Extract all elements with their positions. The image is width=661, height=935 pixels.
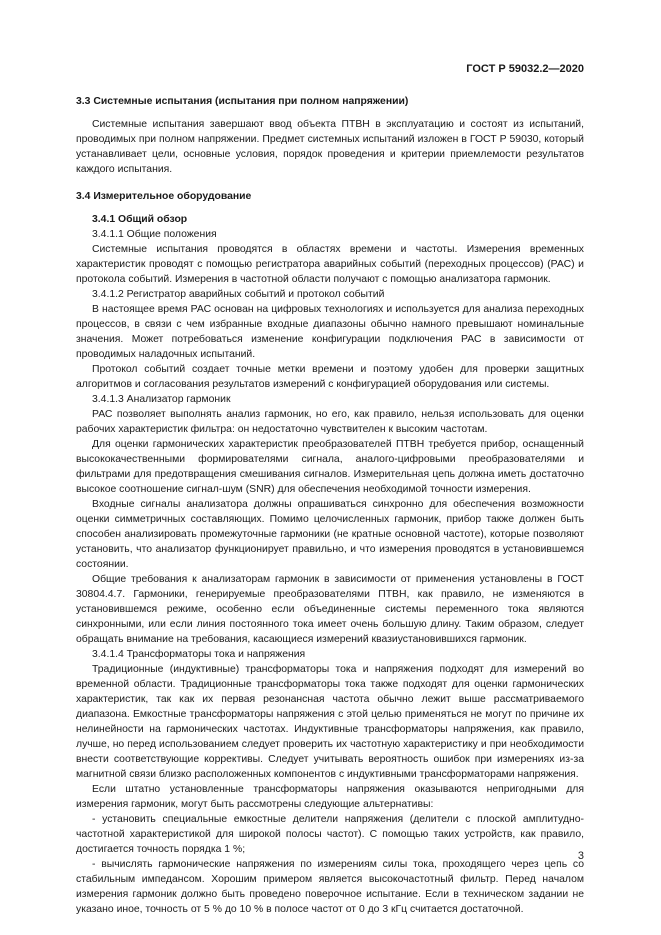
paragraph: Традиционные (индуктивные) трансформаторы тока и напряжения подходят для измерений во временной области. Традиционные трансформаторы тока также подходят для оценки гармонических характеристик, так как их первая резонансная частота обычно лежит выше рассматриваемого диапазона. Емкостные трансформаторы напряжения с этой целью применяться не могут по причине их нелинейности на гармонических частотах. Индуктивные трансформаторы напряжения, как правило, лучше, но перед использованием следует проверить их частотную характеристику и при необходимости внести соответствующие коррективы. Следует учитывать вероятность ошибок при измерениях из-за магнитной связи близко расположенных компонентов с индуктивными трансформаторами напряжения. [76,664,584,780]
paragraph: Если штатно установленные трансформаторы напряжения оказываются непригодными для измерения гармоник, могут быть рассмотрены следующие альтернативы: [76,784,584,810]
paragraph: Системные испытания завершают ввод объекта ПТВН в эксплуатацию и состоят из испытаний, проводимых при полном напряжении. Предмет системных испытаний изложен в ГОСТ Р 59030, который устанавливает цели, основные условия, порядок проведения и критерии приемлемости результатов каждого испытания. [76,119,584,175]
paragraph: Для оценки гармонических характеристик преобразователей ПТВН требуется прибор, оснащенный высококачественными формирователями сигнала, аналого-цифровыми преобразователями и фильтрами для предотвращения смешивания сигналов. Измерительная цепь должна иметь достаточно высокое соотношение сигнал-шум (SNR) для обеспечения необходимой точности измерения. [76,439,584,495]
paragraph: В настоящее время РАС основан на цифровых технологиях и используется для анализа переходных процессов, в связи с чем избранные входные диапазоны обычно намного превышают номинальные значения. Может потребоваться изменение конфигурации подключения РАС в зависимости от проводимых наладочных испытаний. [76,304,584,360]
paragraph: Общие требования к анализаторам гармоник в зависимости от применения установлены в ГОСТ 30804.4.7. Гармоники, генерируемые преобразователями ПТВН, как правило, не изменяются в установившемся режиме, особенно если объединенные системы переменного тока являются синхронными, или если линия постоянного тока имеет очень большую длину. Таким образом, следует обращать внимание на требования, касающиеся измерений квазиустановившихся гармоник. [76,574,584,645]
section-3-3-heading: 3.3 Системные испытания (испытания при полном напряжении) [76,96,409,107]
section-3-4-heading: 3.4 Измерительное оборудование [76,191,252,202]
page-number: 3 [577,850,584,862]
list-item: - вычислять гармонические напряжения по измерениям силы тока, проходящего через цепь со стабильным импедансом. Хорошим примером является высокочастотный фильтр. Перед началом измерения гармоник должно быть проведено поверочное испытание. Если в техническом задании не указано иное, точность от 5 % до 10 % в полосе частот от 0 до 3 кГц считается достаточной. [76,859,584,915]
subsection-3-4-1-1-heading: 3.4.1.1 Общие положения [92,229,217,240]
document-body [76,94,584,917]
paragraph: Входные сигналы анализатора должны опрашиваться синхронно для обеспечения возможности оценки симметричных составляющих. Помимо целочисленных гармоник, прибор также должен быть способен анализировать промежуточные гармоники (не кратные основной частоте), которые позволяют установить, что анализатор функционирует правильно, и что измерения проводятся в установившемся состоянии. [76,499,584,570]
section-3-4-1-heading: 3.4.1 Общий обзор [92,214,188,225]
subsection-3-4-1-4-heading: 3.4.1.4 Трансформаторы тока и напряжения [92,649,306,660]
subsection-3-4-1-3-heading: 3.4.1.3 Анализатор гармоник [92,394,231,405]
paragraph: Протокол событий создает точные метки времени и поэтому удобен для проверки защитных алгоритмов и согласования результатов измерений с конфигурацией оборудования или системы. [76,364,584,390]
paragraph: Системные испытания проводятся в областях времени и частоты. Измерения временных характеристик проводят с помощью регистратора аварийных событий (переходных процессов) (РАС) и протокола событий. Измерения в частотной области получают с помощью анализатора гармоник. [76,244,584,285]
list-item: - установить специальные емкостные делители напряжения (делители с плоской амплитудно-частотной характеристикой для широкой полосы частот). С помощью таких устройств, как правило, достигается точность порядка 1 %; [76,814,584,855]
paragraph: РАС позволяет выполнять анализ гармоник, но его, как правило, нельзя использовать для оценки рабочих характеристик фильтра: он недостаточно чувствителен к высоким частотам. [76,409,584,435]
standard-number: ГОСТ Р 59032.2—2020 [466,63,584,75]
subsection-3-4-1-2-heading: 3.4.1.2 Регистратор аварийных событий и протокол событий [92,289,385,300]
